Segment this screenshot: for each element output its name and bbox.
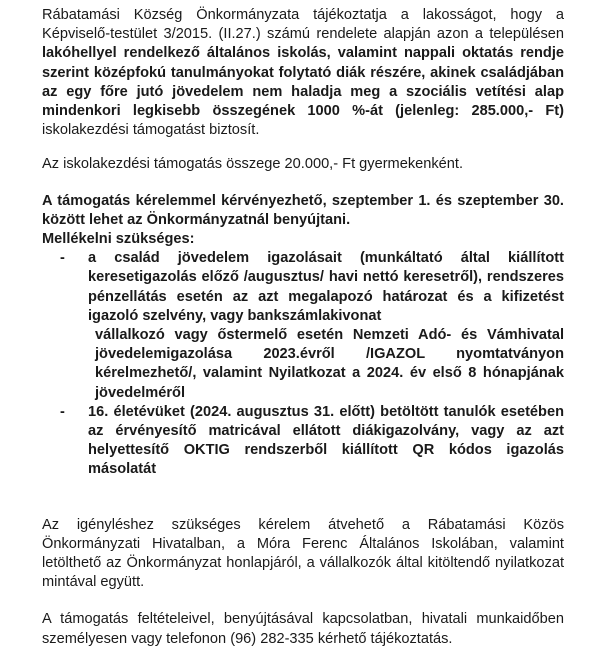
attachments-heading xyxy=(42,230,564,249)
spacer xyxy=(42,480,564,516)
list-item-text: vállalkozó vagy őstermelő esetén Nemzeti Adó- és Vámhivatal jövedelemigazolása 2023.évről /IGAZOL nyomtatványon kérelmezhető/, valamint Nyilatkozat a 2024. év első 8 hónapjának jövedelméről xyxy=(95,327,564,401)
forms-paragraph: Az igényléshez szükséges kérelem átvehető a Rábatamási Közös Önkormányzati Hivatalban, a Móra Ferenc Általános Iskolában, valamint letölthető az Önkormányzat honlapjáról, a vállalkozók által kitöltendő nyilatkozat mintával együtt. xyxy=(42,516,564,591)
intro-paragraph xyxy=(42,6,564,140)
amount-paragraph: Az iskolakezdési támogatás összege 20.000,- Ft gyermekenként. xyxy=(42,156,464,173)
attachments-heading-text: Mellékelni szükséges: xyxy=(42,231,195,248)
list-item xyxy=(42,326,564,403)
list-item xyxy=(42,249,564,326)
list-item xyxy=(42,403,564,480)
attachments-list xyxy=(42,249,564,479)
intro-ending: iskolakezdési támogatást biztosít. xyxy=(42,122,260,139)
list-item-text: 16. életévüket (2024. augusztus 31. előtt) betöltött tanulók esetében az érvényesítő matricával ellátott diákigazolvány, vagy az azt helyettesítő OKTIG rendszerből kiállított QR kódos igazolás másolatát xyxy=(88,403,564,478)
eligibility-text: lakóhellyel rendelkező általános iskolás, valamint nappali oktatás rendje szerint középfokú tanulmányokat folytató diák részére, akinek családjában az egy főre jutó jövedelem nem haladja meg a szociális vetítési alap mindenkori legkisebb összegének 1000 %-át (jelenleg: 285.000,- Ft) xyxy=(42,45,564,120)
contact-paragraph: A támogatás feltételeivel, benyújtásával kapcsolatban, hivatali munkaidőben személyesen vagy telefonon (96) 282-335 kérhető tájékoztatás. xyxy=(42,611,564,647)
application-period xyxy=(42,192,564,230)
spacer xyxy=(42,592,564,610)
list-dash: - xyxy=(60,250,65,267)
spacer xyxy=(42,140,564,155)
list-dash: - xyxy=(60,403,65,420)
spacer xyxy=(42,175,564,192)
application-period-text: A támogatás kérelemmel kérvényezhető, szeptember 1. és szeptember 30. között lehet az Önkormányzatnál benyújtani. xyxy=(42,192,564,228)
list-item-text: a család jövedelem igazolásait (munkáltató által kiállított keresetigazolás előző /augusztus/ havi nettó keresetről), rendszeres pénzellátás esetén az azt megalapozó határozat és a kifizetést igazoló szelvény, vagy bankszámlakivonat xyxy=(88,250,564,324)
intro-text: Rábatamási Község Önkormányzata tájékoztatja a lakosságot, hogy a Képviselő-testület 3/2015. (II.27.) számú rendelete alapján azon a településen xyxy=(42,7,564,43)
